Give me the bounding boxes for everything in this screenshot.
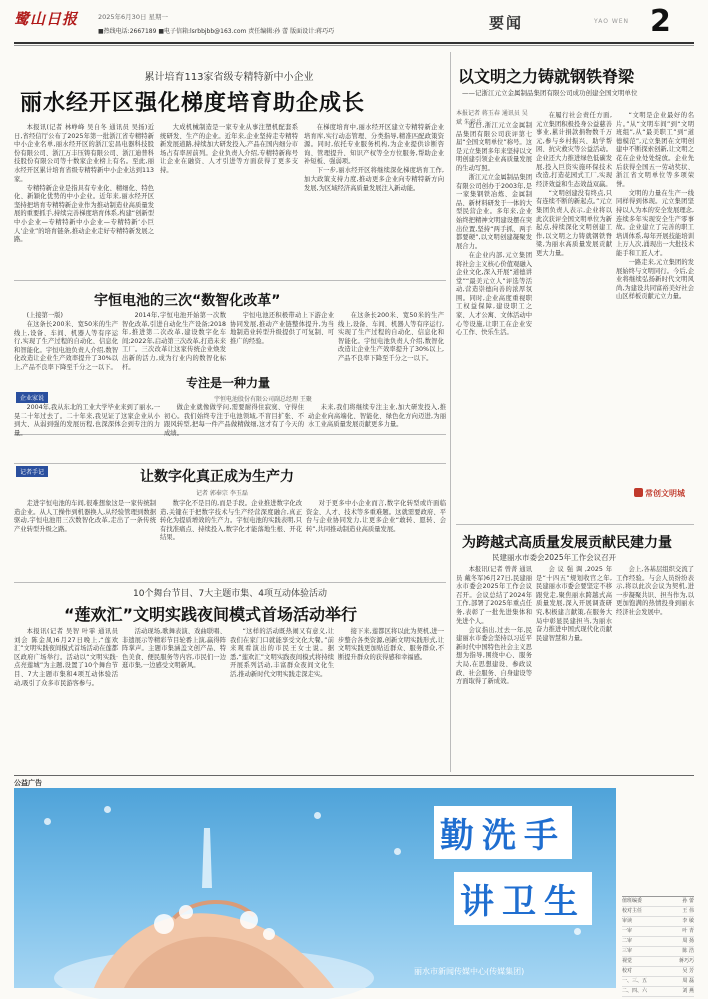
article4-col3	[306, 500, 446, 576]
article5-title[interactable]: “莲欢汇”文明实践夜间模式首场活动举行	[64, 605, 358, 624]
bubble-icon	[574, 928, 581, 935]
article1-paragraph: 大成机械制造是一家专业从事注塑机配套系统研发、生产的企业。近年来,企业坚持走专精特新发展道路,持续加大研发投入,产品在国内细分市场占有率居前列。企业负责人介绍,专精特新称号让企业在融资、人才引进等方面获得了更多支持。	[160, 124, 298, 174]
editor-role: 校对	[622, 968, 633, 974]
article4-paragraph: 对于更多中小企业而言,数字化转型或许面临资金、人才、技术等多重难题。这就需要政府、平台与企业协同发力,让更多企业“敢转、愿转、会转”,共同推动制造业高质量发展。	[306, 500, 446, 533]
article2-paragraph: 在这条长200米、宽50米的生产线上,设备、车间、机器人等有序运行,实现了生产过程的自动化、信息化和智能化。宇恒电池负责人介绍,数智化改造让企业生产效率提升了30%以上,产品不良率下降至千分之一以下。	[14, 321, 118, 372]
article3-title[interactable]: 专注是一种力量	[186, 376, 271, 390]
editor-row	[622, 947, 694, 957]
article2-paragraph: (上接第一版)	[26, 312, 63, 319]
article3-col2	[164, 404, 304, 460]
article3-col1	[14, 404, 160, 460]
section-label-entrepreneur: 企业家说	[16, 392, 48, 403]
public-service-ad	[14, 788, 616, 988]
editor-row	[622, 957, 694, 967]
article3-col3	[308, 404, 446, 460]
page-number: 2	[650, 4, 671, 39]
editor-name: 蒋巧巧	[678, 958, 694, 964]
ad-sponsor: 丽水市新闻传媒中心(传媒集团)	[414, 967, 525, 976]
bubble-icon	[44, 818, 51, 825]
bubble-icon	[394, 848, 401, 855]
article7-paragraph: 会议强调,2025年是“十四五”规划收官之年,民建丽水市委会要坚定不移跟党走,聚焦丽水跨越式高质量发展,深入开展调查研究,积极建言献策,在服务大局中彰显民建担当,为丽水奋力推进中国式现代化贡献民建智慧和力量。	[536, 566, 612, 642]
editor-role: 二、四、六	[622, 988, 648, 994]
article5-paragraph: 活动现场,歌舞表演、戏曲联唱、非遗展示等精彩节目轮番上演,赢得阵阵掌声。主题市集涵盖文创产品、特色美食、便民服务等内容,市民们一边逛市集,一边感受文明新风。	[122, 628, 226, 670]
divider	[456, 524, 694, 525]
article5-paragraph: 本报讯(记者 吴智 叶霏 通讯员 刘会 陈金凤)6月27日晚上,“莲欢汇”文明实践夜间模式首场活动在莲都区政府广场举行。活动以“文明实践·点亮莲城”为主题,设置了10个舞台节目、7大主题市集和4项互动体验活动,吸引了众多市民游客参与。	[14, 628, 119, 687]
article5-col3	[230, 628, 334, 770]
article5-col2	[122, 628, 226, 770]
ad-slogan-line2: 讲卫生	[454, 872, 592, 925]
masthead-rule	[14, 42, 694, 44]
article3-paragraph: 做企业就像做学问,需要耐得住寂寞、守得住初心。我们始终专注于电池领域,不盲目扩张、不跟风转型,把每一件产品做精做细,这才有了今天的成绩。	[164, 404, 304, 437]
article7-paragraph: 本报讯(记者 曾菁 通讯员 戴冬军)6月27日,民建丽水市委会2025年工作会议召开。会议总结了2024年工作,部署了2025年重点任务,表彰了一批先进集体和先进个人。	[456, 566, 532, 625]
article4-col2	[160, 500, 302, 576]
section-name: 要闻	[489, 14, 524, 32]
article2-paragraph: 2014年,宇恒电池开始第一次数智化改革,引进自动化生产设备;2018年,推进第二次改革,建设数字化车间;2022年,启动第三次改革,打造未来工厂。三次改革让这家传统企业焕发出新的活力,成为行业内的数智化标杆。	[122, 312, 227, 371]
editor-name: 李 敏	[682, 918, 694, 924]
editor-role: 三审	[622, 948, 633, 954]
article5-col4	[338, 628, 444, 770]
masthead	[14, 6, 694, 40]
article6-subtitle: ——记浙江元立金属制品集团有限公司成功创建全国文明单位	[462, 89, 638, 97]
article4-paragraph: 数字化不是目的,而是手段。企业推进数字化改造,关键在于把数字技术与生产经营深度融合,真正转化为提质增效的生产力。宇恒电池的实践表明,只有找准痛点、持续投入,数字化才能落地生根、开花结果。	[160, 500, 302, 542]
ad-divider	[14, 775, 694, 776]
city-badge-icon	[634, 488, 643, 497]
article1-paragraph: 在梯度培育中,丽水经开区建立专精特新企业培育库,实行动态管理、分类指导,精准匹配政策资源。同时,依托专业服务机构,为企业提供诊断咨询、管理提升、知识产权等全方位服务,帮助企业补短板、强弱项。	[304, 124, 444, 166]
article3-byline: 宇恒电池股份有限公司副总经理 王聚	[214, 396, 312, 403]
divider	[14, 280, 446, 281]
column-badge	[634, 488, 685, 499]
article4-title[interactable]: 让数字化真正成为生产力	[140, 469, 294, 485]
editor-role: 一审	[622, 928, 633, 934]
editor-name: 陈 浩	[682, 948, 694, 954]
article7-subtitle: 民建丽水市委会2025年工作会议召开	[492, 553, 617, 562]
article2-paragraph: 宇恒电池还积极带动上下游企业协同发展,推动产业链整体提升,为当地制造业转型升级提供了可复制、可推广的经验。	[230, 312, 334, 345]
article6-paragraph: 在企业内部,元立集团将社会主义核心价值观融入企业文化,深入开展“道德讲堂”“最美元立人”评选等活动,营造崇德向善的浓厚氛围。同时,企业高度重视职工权益保障,建设职工之家、人才公寓、文体活动中心等设施,让职工在企业安心工作、快乐生活。	[456, 251, 532, 337]
divider	[14, 582, 446, 583]
article1-paragraph: 本报讯(记者 林峥峰 吴自冬 通讯员 吴扬)近日,省经信厅公布了2025年第一批浙江省专精特新中小企业名单,丽水经开区的浙江宏昌电器科技股份有限公司、浙江万丰压铸有限公司、浙江迪普科技股份有限公司等十数家企业榜上有名。至此,丽水经开区累计培育省级专精特新中小企业达到113家。	[14, 124, 154, 183]
editor-name: 刘 燕	[682, 988, 694, 994]
article6-col3	[616, 112, 694, 482]
editor-row	[622, 917, 694, 927]
article7-paragraph: 会议指出,过去一年,民建丽水市委会坚持以习近平新时代中国特色社会主义思想为指导,围绕中心、服务大局,在思想建设、参政议政、社会服务、自身建设等方面取得了新成效。	[456, 626, 532, 686]
contact-line: ■热线电话:2667189 ■电子信箱:lsrbbjbb@163.com 责任编辑:孙 蕾 版面设计:蒋巧巧	[98, 28, 335, 35]
article6-paragraph: 浙江元立金属制品集团有限公司创办于2003年,是一家集钢铁冶炼、金属制品、新材料研发于一体的大型民营企业。多年来,企业始终把精神文明建设摆在突出位置,坚持“两手抓、两手都要硬”,以文明创建凝聚发展合力。	[456, 174, 532, 250]
article1-col1	[14, 124, 154, 276]
article7-col1	[456, 566, 532, 772]
editor-role: 值班编委	[622, 898, 643, 904]
article6-paragraph: 一路走来,元立集团的发展始终与文明同行。今后,企业将继续弘扬新时代文明风尚,为建设共同富裕美好社会山区样板贡献元立力量。	[616, 259, 694, 301]
editor-role: 校对主任	[622, 908, 643, 914]
article6-byline: 本报记者 蒋玉春 通讯员 吴斌 朱彩兵	[456, 110, 528, 126]
article1-paragraph: 下一步,丽水经开区将继续深化梯度培育工作,加大政策支持力度,推动更多企业向专精特新方向发展,为区域经济高质量发展注入新动能。	[304, 167, 444, 192]
article6-paragraph: “文明创建没有终点,只有连续不断的新起点。”元立集团负责人表示,企业将以此次获评全国文明单位为新起点,持续深化文明创建工作,以文明之力铸就钢铁脊梁,为丽水高质量发展贡献更大力量。	[536, 189, 612, 257]
editor-name: 叶 青	[682, 928, 694, 934]
article7-paragraph: 会上,各基层组织交流了工作经验。与会人员纷纷表示,将以此次会议为契机,进一步凝聚共识、担当作为,以更加饱满的热情投身到丽水经济社会发展中。	[616, 566, 694, 616]
bubble-icon	[314, 812, 321, 819]
article2-col4	[338, 312, 444, 362]
ad-slogan-line1: 勤洗手	[434, 806, 572, 859]
editor-row	[622, 967, 694, 977]
editor-row	[622, 897, 694, 907]
editor-role: 视觉	[622, 958, 633, 964]
article6-paragraph: 近日,浙江元立金属制品集团有限公司获评第七届“全国文明单位”称号。这是元立集团多年来坚持以文明创建引领企业高质量发展的生动写照。	[456, 122, 532, 172]
editor-role: 审读	[622, 918, 633, 924]
article2-title[interactable]: 宇恒电池的三次“数智化改革”	[94, 293, 281, 309]
article4-byline: 记者 郭奉宗 李玉磊	[196, 490, 248, 497]
article6-paragraph: 文明的力量在生产一线同样得到体现。元立集团坚持以人为本的安全发展理念,连续多年实现安全生产零事故。企业建立了完善的职工培训体系,每年开展技能培训上万人次,涌现出一大批技术能手和工匠人才。	[616, 189, 694, 257]
article5-paragraph: “这样的活动既热闹又有意义,让我们在家门口就能享受文化大餐。”前来观看演出的市民王女士说。据悉,“莲欢汇”文明实践夜间模式将持续开展系列活动,丰富群众夜间文化生活,推动新时代文明实践走深走实。	[230, 628, 334, 678]
article1-paragraph: 专精特新企业是指具有专业化、精细化、特色化、新颖化优势的中小企业。近年来,丽水经开区坚持把培育专精特新企业作为推动制造业高质量发展的重要抓手,持续完善梯度培育体系,构建“创新型中小企业—专精特新中小企业—专精特新‘小巨人’企业”的培育链条,推动企业走好专精特新发展之路。	[14, 184, 154, 244]
article1-title[interactable]: 丽水经开区强化梯度培育助企成长	[20, 91, 366, 116]
newspaper-logo: 鹭山日报	[14, 10, 79, 28]
editors-box	[622, 896, 694, 994]
editor-row	[622, 927, 694, 937]
article7-col3	[616, 566, 694, 772]
article6-paragraph: 在履行社会责任方面,元立集团积极投身公益慈善事业,累计捐款捐物数千万元,参与乡村振兴、助学帮困、抗灾救灾等公益活动。企业还大力推进绿色低碳发展,投入巨资实施环保技术改造,打造花园式工厂,实现经济效益和生态效益双赢。	[536, 112, 612, 188]
article6-title[interactable]: 以文明之力铸就钢铁脊梁	[458, 67, 635, 86]
divider	[14, 463, 446, 464]
article4-paragraph: 走进宇恒电池的车间,很难想象这是一家传统制造企业。从人工操作到机器换人,从经验管理到数据驱动,宇恒电池用三次数智化改革,走出了一条传统产业转型升级之路。	[14, 500, 156, 533]
masthead-rule-thin	[14, 45, 694, 46]
article5-paragraph: 接下来,莲都区将以此为契机,进一步整合各类资源,创新文明实践形式,让文明实践更加贴近群众、服务群众,不断提升群众的获得感和幸福感。	[338, 628, 444, 661]
editor-role: 二审	[622, 938, 633, 944]
section-pinyin: YAO WEN	[594, 18, 630, 25]
article5-subtitle: 10个舞台节目、7大主题市集、4项互动体验活动	[133, 589, 327, 599]
editor-row	[622, 937, 694, 947]
article6-paragraph: “文明是企业最好的名片。”从“文明车间”到“文明班组”,从“最美职工”到“道德模范”,元立集团在文明创建中不断探索创新,让文明之花在企业处处绽放。企业先后获得全国五一劳动奖状、浙江省文明单位等多项荣誉。	[616, 112, 694, 188]
article7-title[interactable]: 为跨越式高质量发展贡献民建力量	[462, 535, 672, 551]
article3-paragraph: 未来,我们将继续专注主业,加大研发投入,推动企业向高端化、智能化、绿色化方向迈进,为丽水工业高质量发展贡献更多力量。	[308, 404, 446, 429]
editor-row	[622, 977, 694, 987]
bubble-icon	[104, 806, 111, 813]
article5-col1	[14, 628, 118, 770]
article1-col2	[160, 124, 298, 276]
editor-name: 王 伟	[682, 908, 694, 914]
article1-subtitle: 累计培育113家省级专精特新中小企业	[144, 72, 314, 83]
editor-name: 周 磊	[682, 978, 694, 984]
article6-col2	[536, 112, 612, 522]
editor-name: 吴 芳	[682, 968, 694, 974]
editor-name: 周 扬	[682, 938, 694, 944]
editor-row	[622, 907, 694, 917]
article4-col1	[14, 500, 156, 576]
article3-paragraph: 2004年,我从东北的工业大学毕业来到了丽水,一晃二十年过去了。二十年来,我见证了这家企业从小到大、从弱到强的发展历程,也深深体会到专注的力量。	[14, 404, 160, 437]
column-badge-text: 常创文明城	[645, 489, 685, 498]
washing-hands-image	[54, 828, 374, 988]
article2-paragraph: 在这条长200米、宽50米的生产线上,设备、车间、机器人等有序运行,实现了生产过程的自动化、信息化和智能化。宇恒电池负责人介绍,数智化改造让企业生产效率提升了30%以上,产品不良率下降至千分之一以下。	[338, 312, 444, 362]
issue-date: 2025年6月30日 星期一	[98, 13, 169, 21]
ad-label: 公益广告	[14, 779, 42, 787]
article6-col1	[456, 122, 532, 522]
editor-row	[622, 987, 694, 997]
column-divider	[450, 52, 451, 772]
editor-name: 孙 蕾	[682, 898, 694, 904]
article1-col3	[304, 124, 444, 276]
editor-role: 一、三、五	[622, 978, 648, 984]
section-label-reporter-note: 记者手记	[16, 466, 48, 477]
article7-col2	[536, 566, 612, 772]
